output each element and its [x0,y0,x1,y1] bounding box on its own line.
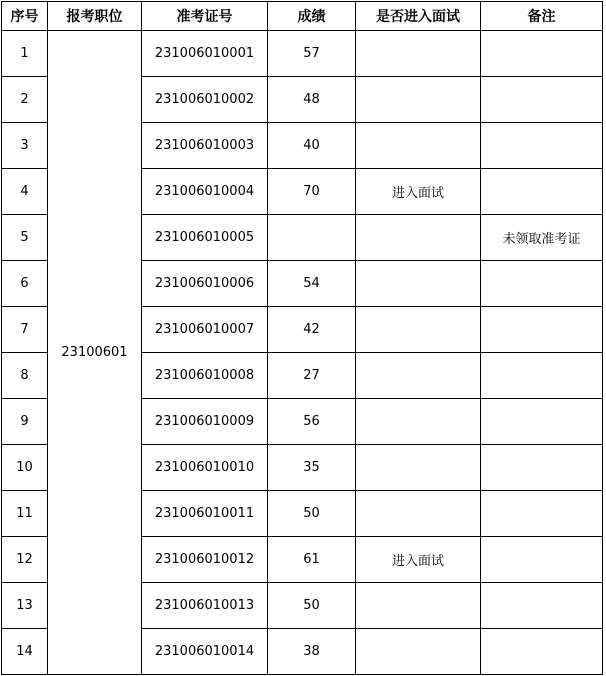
cell-note [481,537,603,583]
header-interview: 是否进入面试 [356,2,481,31]
cell-interview [356,307,481,353]
cell-interview [356,123,481,169]
header-seq: 序号 [2,2,48,31]
cell-interview [356,77,481,123]
cell-seq: 5 [2,215,48,261]
results-sheet [1,1,603,675]
cell-score: 70 [268,169,356,215]
cell-ticket: 231006010014 [142,629,268,675]
cell-interview [356,445,481,491]
cell-score: 35 [268,445,356,491]
cell-note: 未领取准考证 [481,215,603,261]
cell-interview [356,583,481,629]
cell-ticket: 231006010007 [142,307,268,353]
cell-seq: 12 [2,537,48,583]
header-row [2,2,603,31]
cell-note [481,491,603,537]
cell-interview [356,215,481,261]
cell-seq: 2 [2,77,48,123]
cell-note [481,399,603,445]
cell-ticket: 231006010001 [142,31,268,77]
table-header [2,2,603,31]
cell-note [481,123,603,169]
cell-note [481,169,603,215]
header-ticket: 准考证号 [142,2,268,31]
cell-interview [356,491,481,537]
cell-score: 48 [268,77,356,123]
cell-note [481,629,603,675]
header-note: 备注 [481,2,603,31]
cell-score: 61 [268,537,356,583]
cell-seq: 4 [2,169,48,215]
table-row [2,31,603,77]
cell-seq: 14 [2,629,48,675]
cell-ticket: 231006010009 [142,399,268,445]
cell-score: 27 [268,353,356,399]
cell-score: 57 [268,31,356,77]
cell-note [481,583,603,629]
cell-score: 54 [268,261,356,307]
cell-seq: 3 [2,123,48,169]
cell-note [481,353,603,399]
cell-ticket: 231006010002 [142,77,268,123]
cell-score: 38 [268,629,356,675]
cell-note [481,445,603,491]
cell-seq: 1 [2,31,48,77]
cell-score: 50 [268,583,356,629]
cell-interview [356,261,481,307]
cell-interview [356,399,481,445]
cell-ticket: 231006010003 [142,123,268,169]
cell-seq: 13 [2,583,48,629]
cell-interview: 进入面试 [356,169,481,215]
cell-position: 23100601 [48,31,142,675]
cell-interview: 进入面试 [356,537,481,583]
cell-score: 56 [268,399,356,445]
header-position: 报考职位 [48,2,142,31]
cell-seq: 8 [2,353,48,399]
cell-ticket: 231006010006 [142,261,268,307]
cell-note [481,77,603,123]
cell-seq: 9 [2,399,48,445]
cell-note [481,31,603,77]
cell-seq: 6 [2,261,48,307]
header-score: 成绩 [268,2,356,31]
cell-score: 40 [268,123,356,169]
cell-ticket: 231006010013 [142,583,268,629]
table-body [2,31,603,675]
cell-seq: 11 [2,491,48,537]
cell-ticket: 231006010011 [142,491,268,537]
cell-score [268,215,356,261]
cell-note [481,261,603,307]
cell-interview [356,353,481,399]
cell-ticket: 231006010005 [142,215,268,261]
cell-ticket: 231006010008 [142,353,268,399]
cell-ticket: 231006010012 [142,537,268,583]
cell-score: 50 [268,491,356,537]
cell-interview [356,31,481,77]
cell-ticket: 231006010004 [142,169,268,215]
cell-seq: 7 [2,307,48,353]
cell-interview [356,629,481,675]
results-table [1,1,603,675]
cell-score: 42 [268,307,356,353]
cell-ticket: 231006010010 [142,445,268,491]
cell-note [481,307,603,353]
cell-seq: 10 [2,445,48,491]
